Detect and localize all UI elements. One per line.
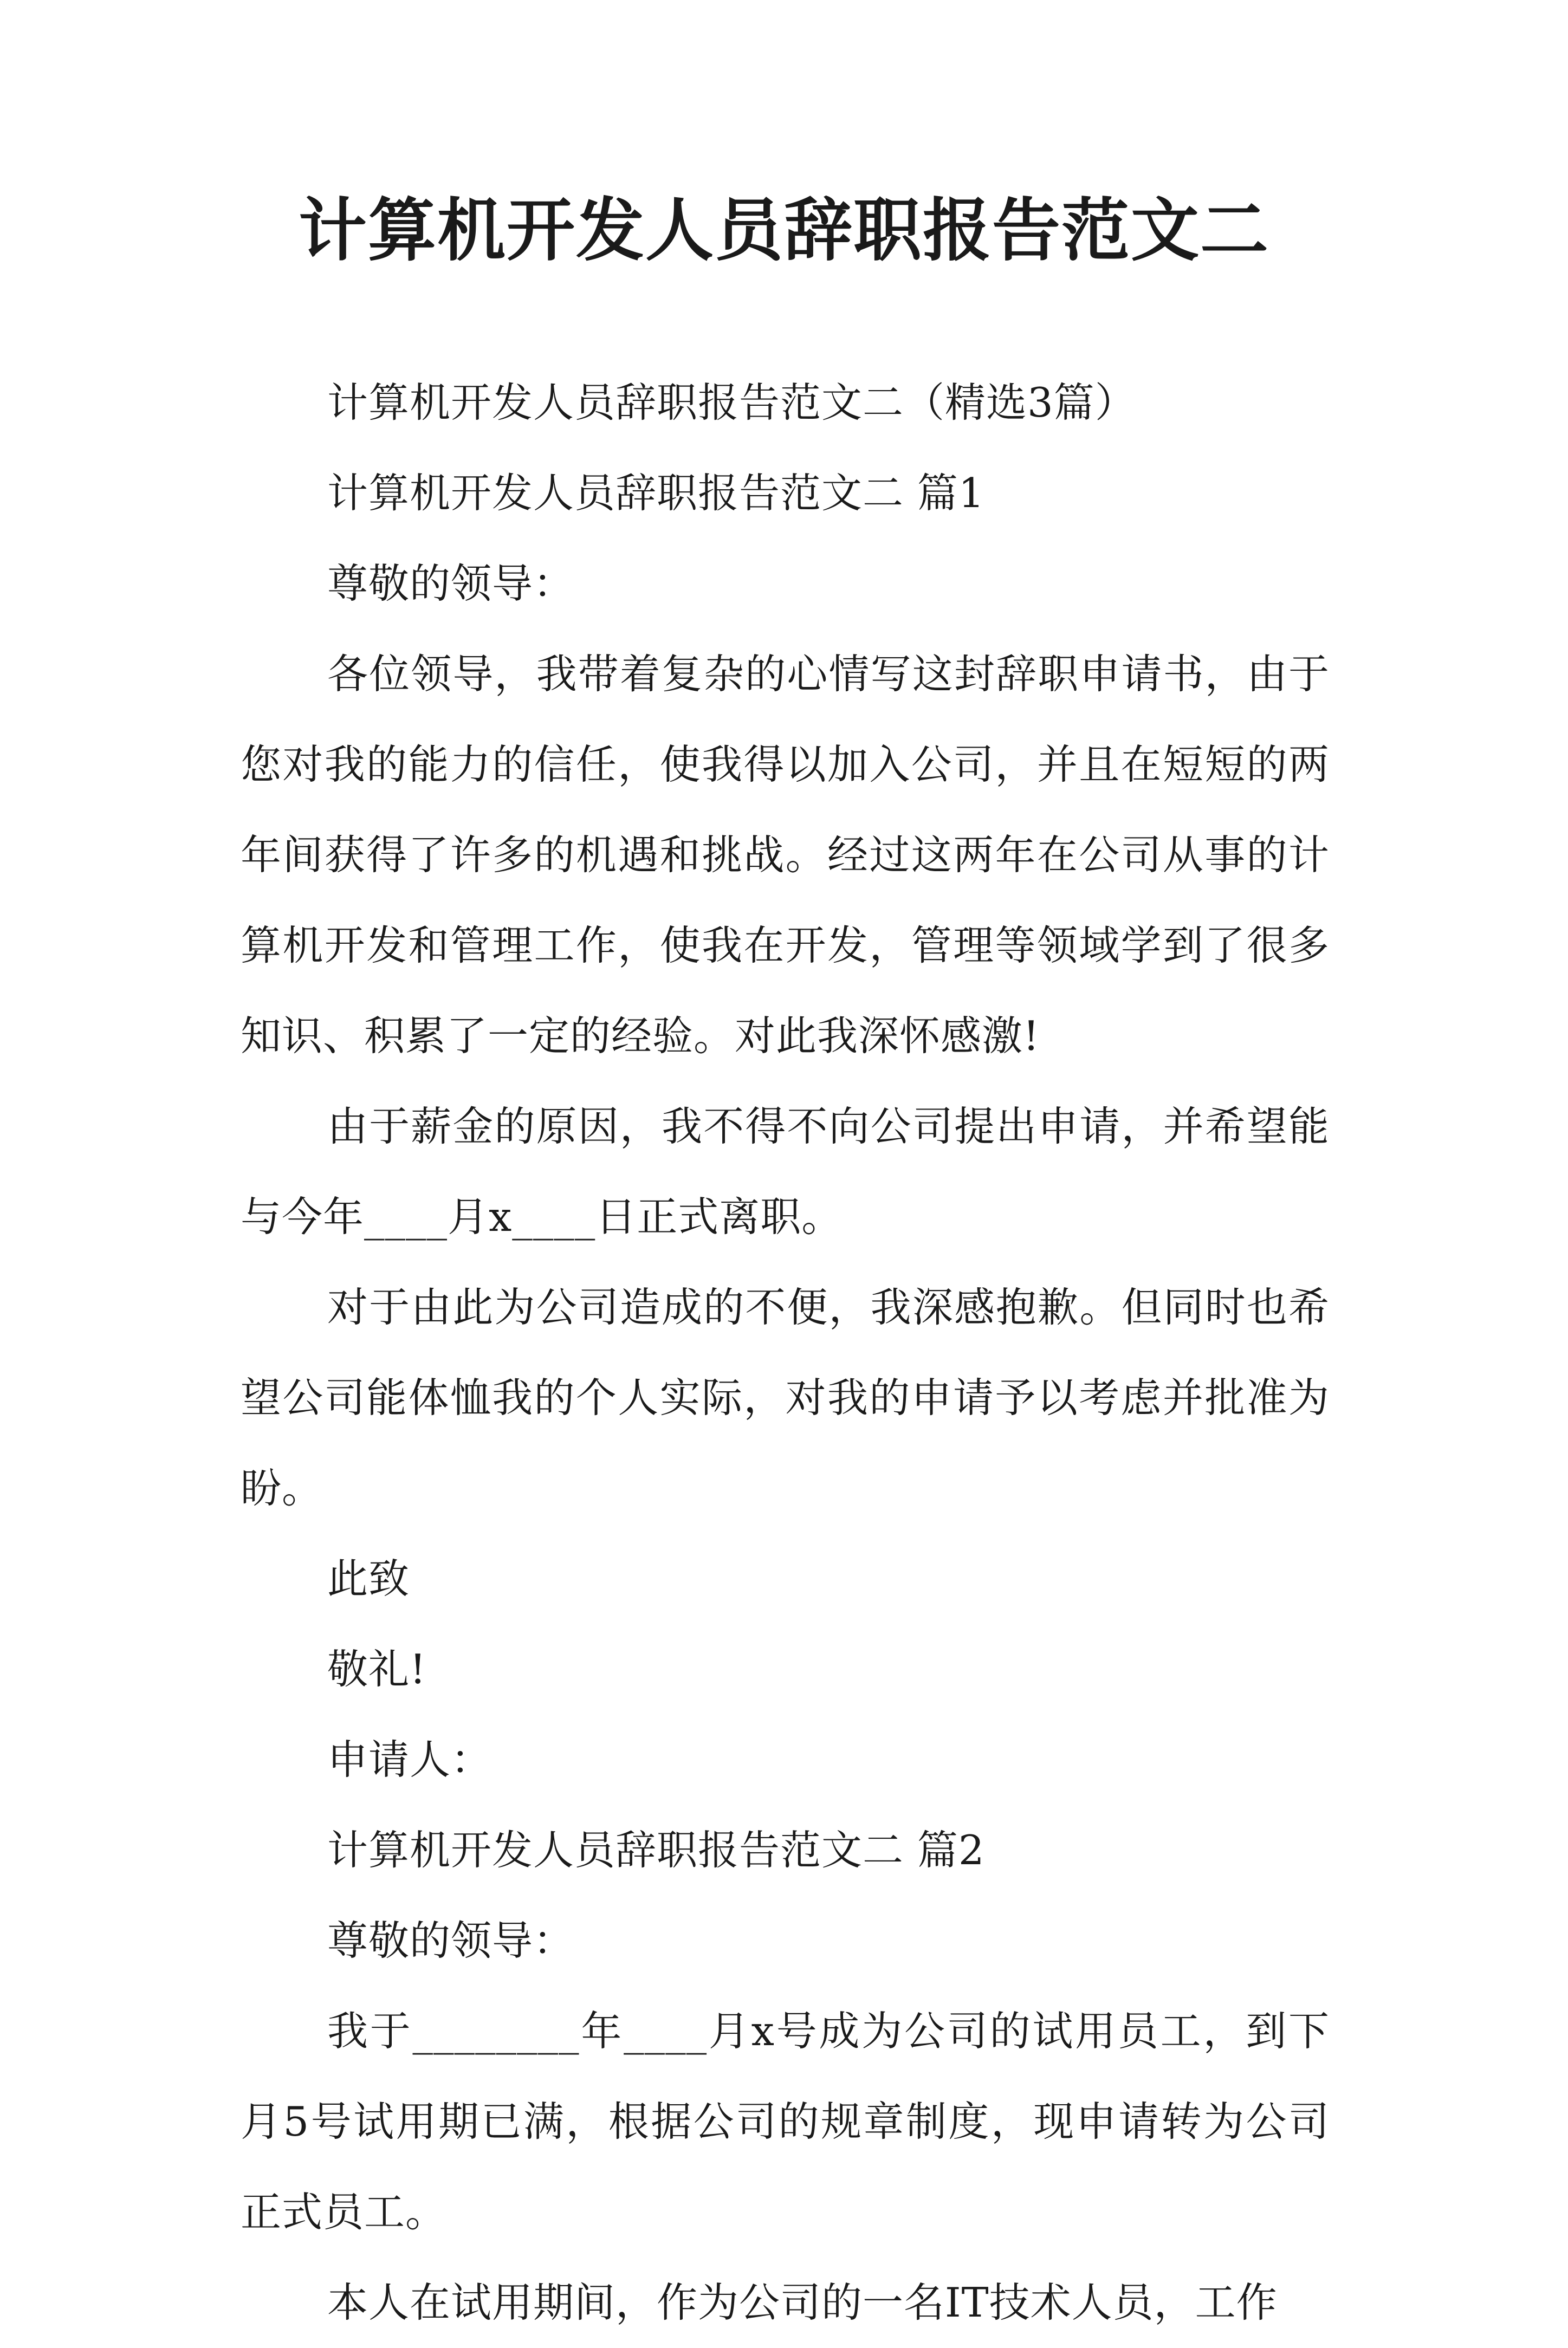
body-paragraph: 由于薪金的原因，我不得不向公司提出申请，并希望能与今年____月x____日正式离职。 [241, 1102, 1330, 1241]
closing-regards: 敬礼! [327, 1645, 427, 1693]
body-paragraph: 本人在试用期间，作为公司的一名IT技术人员，工作 [327, 2279, 1278, 2326]
document-body [241, 358, 1330, 2348]
applicant-label: 申请人： [327, 1736, 493, 1783]
section-heading-1: 计算机开发人员辞职报告范文二 篇1 [327, 469, 985, 517]
salutation: 尊敬的领导： [327, 560, 575, 607]
body-paragraph: 我于________年____月x号成为公司的试用员工，到下月5号试用期已满，根据公司的规章制度，现申请转为公司正式员工。 [241, 2007, 1330, 2236]
closing-line: 此致 [327, 1555, 410, 1603]
subtitle-selection: 计算机开发人员辞职报告范文二（精选3篇） [327, 379, 1136, 426]
body-paragraph: 各位领导，我带着复杂的心情写这封辞职申请书，由于您对我的能力的信任，使我得以加入公司，并且在短短的两年间获得了许多的机遇和挑战。经过这两年在公司从事的计算机开发和管理工作，使我在开发，管理等领域学到了很多知识、积累了一定的经验。对此我深怀感激! [241, 650, 1330, 1060]
document-title: 计算机开发人员辞职报告范文二 [299, 190, 1269, 270]
salutation: 尊敬的领导： [327, 1917, 575, 1964]
section-heading-2: 计算机开发人员辞职报告范文二 篇2 [327, 1826, 985, 1874]
body-paragraph: 对于由此为公司造成的不便，我深感抱歉。但同时也希望公司能体恤我的个人实际，对我的申请予以考虑并批准为盼。 [241, 1283, 1330, 1512]
